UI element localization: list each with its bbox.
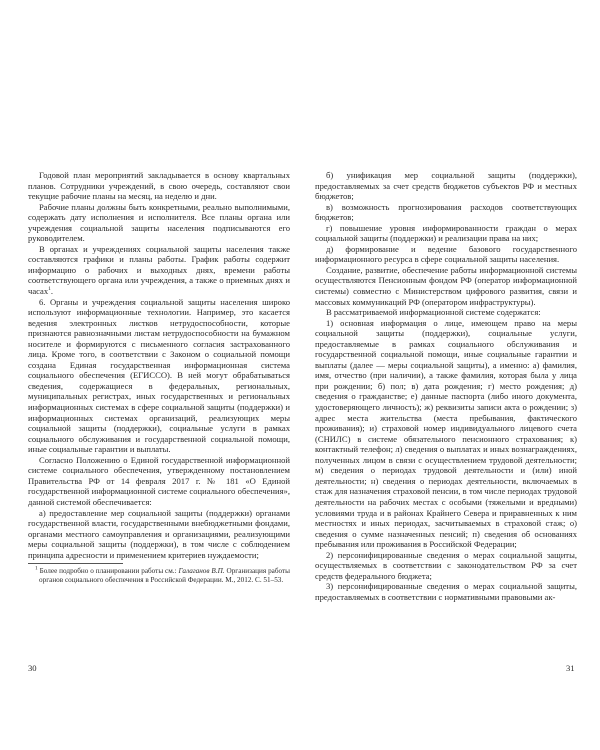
paragraph: Согласно Положению о Единой государственной информационной системе социального обеспечения, утвержденному постановлением Правительства РФ от 14 февраля 2017 г. № 181 «О Единой государственной информационной системе социального обеспечения», данной системой обеспечивается: <box>28 454 290 507</box>
paragraph: Рабочие планы должны быть конкретными, реально выполнимыми, содержать дату исполнения и исполнителя. Все планы органа или учреждения социальной защиты населения подписываются его руководителем. <box>28 201 290 244</box>
footnote-text: Более подробно о планировании работы см.: <box>39 567 179 576</box>
paragraph: а) предоставление мер социальной защиты (поддержки) органами государственной власти, государственными внебюджетными фондами, органами местного самоуправления и организациями, реализующими меры социальной защиты (поддержки), в том числе с соблюдением принципа адресности и применением критериев нуждаемости; <box>28 507 290 560</box>
left-page <box>28 170 290 585</box>
footnote-author: Галаганов В.П. <box>178 567 225 576</box>
paragraph: в) возможность прогнозирования расходов соответствующих бюджетов; <box>315 201 577 223</box>
paragraph: д) формирование и ведение базового государственного информационного ресурса в сфере социальной защиты населения. <box>315 243 577 265</box>
right-page <box>315 170 577 602</box>
paragraph: 3) персонифицированные сведения о мерах социальной защиты, предоставляемых в соответствии с нормативными правовыми ак- <box>315 581 577 602</box>
footnote <box>28 567 290 585</box>
footnote-source: Организация работы органов социального обеспечения в Российской Федерации. М., 2012. С. 51–53. <box>39 567 290 585</box>
paragraph: В органах и учреждениях социальной защиты населения также составляются графики и планы работы. График работы содержит информацию о рабочих и выходных днях, времени работы соответствующего органа или учреждения, а также о приемных днях и часах$^1$. <box>28 243 290 297</box>
footnote-divider <box>28 563 123 564</box>
paragraph: Создание, развитие, обеспечение работы информационной системы осуществляются Пенсионным фондом РФ (оператор информационной системы) совместно с Министерством цифрового развития, связи и массовых коммуникаций РФ (оператором инфраструктуры). <box>315 264 577 307</box>
footnote-reference: 1 <box>48 286 51 293</box>
paragraph: 1) основная информация о лице, имеющем право на меры социальной защиты (поддержки), социальные услуги, предоставляемые в рамках социального обслуживания и государственной социальной помощи, иные социальные гарантии и выплаты (далее — меры социальной защиты), а именно: а) фамилия, имя, отчество (при наличии), а также фамилия, которая была у лица при рождении; б) пол; в) дата рождения; г) место рождения; д) сведения о гражданстве; е) данные паспорта (либо иного документа, удостоверяющего личность); ж) реквизиты записи акта о рождении; з) адрес места жительства (места пребывания, фактического проживания); и) страховой номер индивидуального лицевого счета (СНИЛС) в системе обязательного пенсионного страхования; к) контактный телефон; л) сведения о выплатах и иных вознаграждениях, полученных лицом в связи с осуществлением трудовой деятельности; м) сведения о периодах трудовой деятельности и (или) иной деятельности; н) сведения о периодах деятельности, включаемых в стаж для назначения страховой пенсии, в том числе периодах трудовой деятельности на рабочих местах с особыми (тяжелыми и вредными) условиями труда и в районах Крайнего Севера и приравненных к ним местностях и иных периодах, засчитываемых в страховой стаж; о) сведения о сумме назначенных пенсий; п) сведения об основаниях пребывания или проживания в Российской Федерации; <box>315 317 577 550</box>
paragraph: Годовой план мероприятий закладывается в основу квартальных планов. Сотрудники учреждений, в свою очередь, составляют свои текущие рабочие планы на месяц, на неделю и дни. <box>28 170 290 202</box>
paragraph: б) унификация мер социальной защиты (поддержки), предоставляемых за счет средств бюджетов субъектов РФ и местных бюджетов; <box>315 170 577 202</box>
page-number: 31 <box>566 663 575 673</box>
paragraph: 2) персонифицированные сведения о мерах социальной защиты, осуществляемых в соответствии с законодательством РФ за счет средств федерального бюджета; <box>315 549 577 581</box>
paragraph: г) повышение уровня информированности граждан о мерах социальной защиты (поддержки) и реализации права на них; <box>315 222 577 244</box>
paragraph-text: В органах и учреждениях социальной защиты населения также составляются графики и планы работы. График работы содержит информацию о рабочих и выходных днях, времени работы соответствующего органа или учреждения, а также о приемных днях и часах <box>28 243 290 297</box>
paragraph: 6. Органы и учреждения социальной защиты населения широко используют информационные технологии. Например, это касается ведения электронных листков нетрудоспособности, которые признаются равнозначными листам нетрудоспособности на бумажном носителе и формируются с письменного согласия застрахованного лица. Кроме того, в соответствии с Законом о социальной помощи создана Единая государственная информационная система социального обеспечения (ЕГИССО). В ней могут обрабатываться сведения, содержащиеся в федеральных, региональных, муниципальных регистрах, иных государственных и региональных информационных системах в сфере социальной защиты (поддержки) и информационных системах организаций, реализующих меры социальной защиты (поддержки), социальные услуги в рамках социального обслуживания и государственной социальной помощи, иные социальные гарантии и выплаты. <box>28 296 290 455</box>
page-number: 30 <box>28 663 37 673</box>
footnote-marker: 1 <box>35 565 38 572</box>
paragraph: В рассматриваемой информационной системе содержатся: <box>326 307 541 318</box>
